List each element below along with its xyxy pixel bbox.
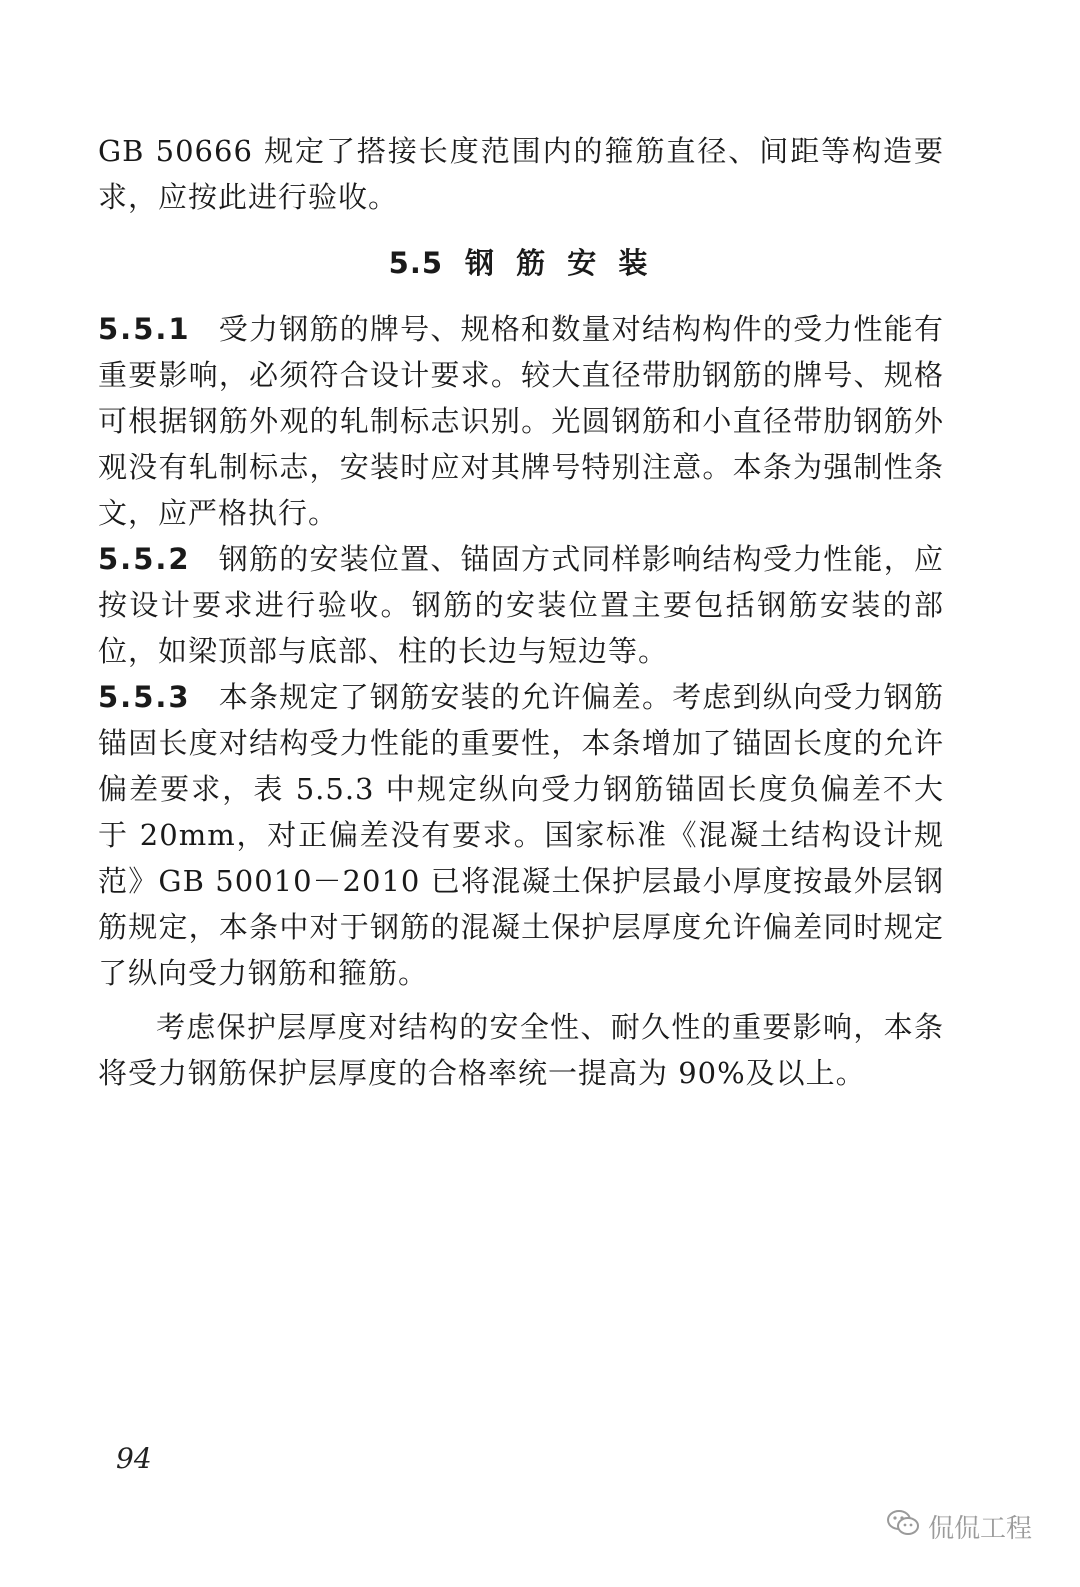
clause-number: 5.5.1	[98, 312, 191, 346]
document-page	[98, 128, 944, 1096]
clause-5-5-3	[98, 674, 944, 996]
clause-number: 5.5.3	[98, 680, 191, 714]
section-number: 5.5	[388, 246, 444, 280]
clause-number: 5.5.2	[98, 542, 191, 576]
clause-text: 本条规定了钢筋安装的允许偏差。考虑到纵向受力钢筋锚固长度对结构受力性能的重要性，本条增加了锚固长度的允许偏差要求，表 5.5.3 中规定纵向受力钢筋锚固长度负偏差不大于 20mm，对正偏差没有要求。国家标准《混凝土结构设计规范》GB 50010－2010 已将混凝土保护层最小厚度按最外层钢筋规定，本条中对于钢筋的混凝土保护层厚度允许偏差同时规定了纵向受力钢筋和箍筋。	[98, 680, 944, 990]
intro-paragraph: GB 50666 规定了搭接长度范围内的箍筋直径、间距等构造要求，应按此进行验收。	[98, 134, 944, 214]
watermark	[886, 1508, 1032, 1545]
clause-5-5-1	[98, 306, 944, 536]
watermark-text: 侃侃工程	[927, 1514, 1032, 1544]
section-title: 钢 筋 安 装	[465, 246, 654, 280]
clause-text: 受力钢筋的牌号、规格和数量对结构构件的受力性能有重要影响，必须符合设计要求。较大直径带肋钢筋的牌号、规格可根据钢筋外观的轧制标志识别。光圆钢筋和小直径带肋钢筋外观没有轧制标志，安装时应对其牌号特别注意。本条为强制性条文，应严格执行。	[98, 312, 944, 530]
page-number: 94	[116, 1442, 152, 1475]
closing-paragraph: 考虑保护层厚度对结构的安全性、耐久性的重要影响，本条将受力钢筋保护层厚度的合格率统一提高为 90%及以上。	[98, 1010, 944, 1090]
wechat-icon	[886, 1508, 920, 1545]
clause-text: 钢筋的安装位置、锚固方式同样影响结构受力性能，应按设计要求进行验收。钢筋的安装位置主要包括钢筋安装的部位，如梁顶部与底部、柱的长边与短边等。	[98, 542, 944, 668]
clause-5-5-2	[98, 536, 944, 674]
section-heading	[98, 240, 944, 286]
